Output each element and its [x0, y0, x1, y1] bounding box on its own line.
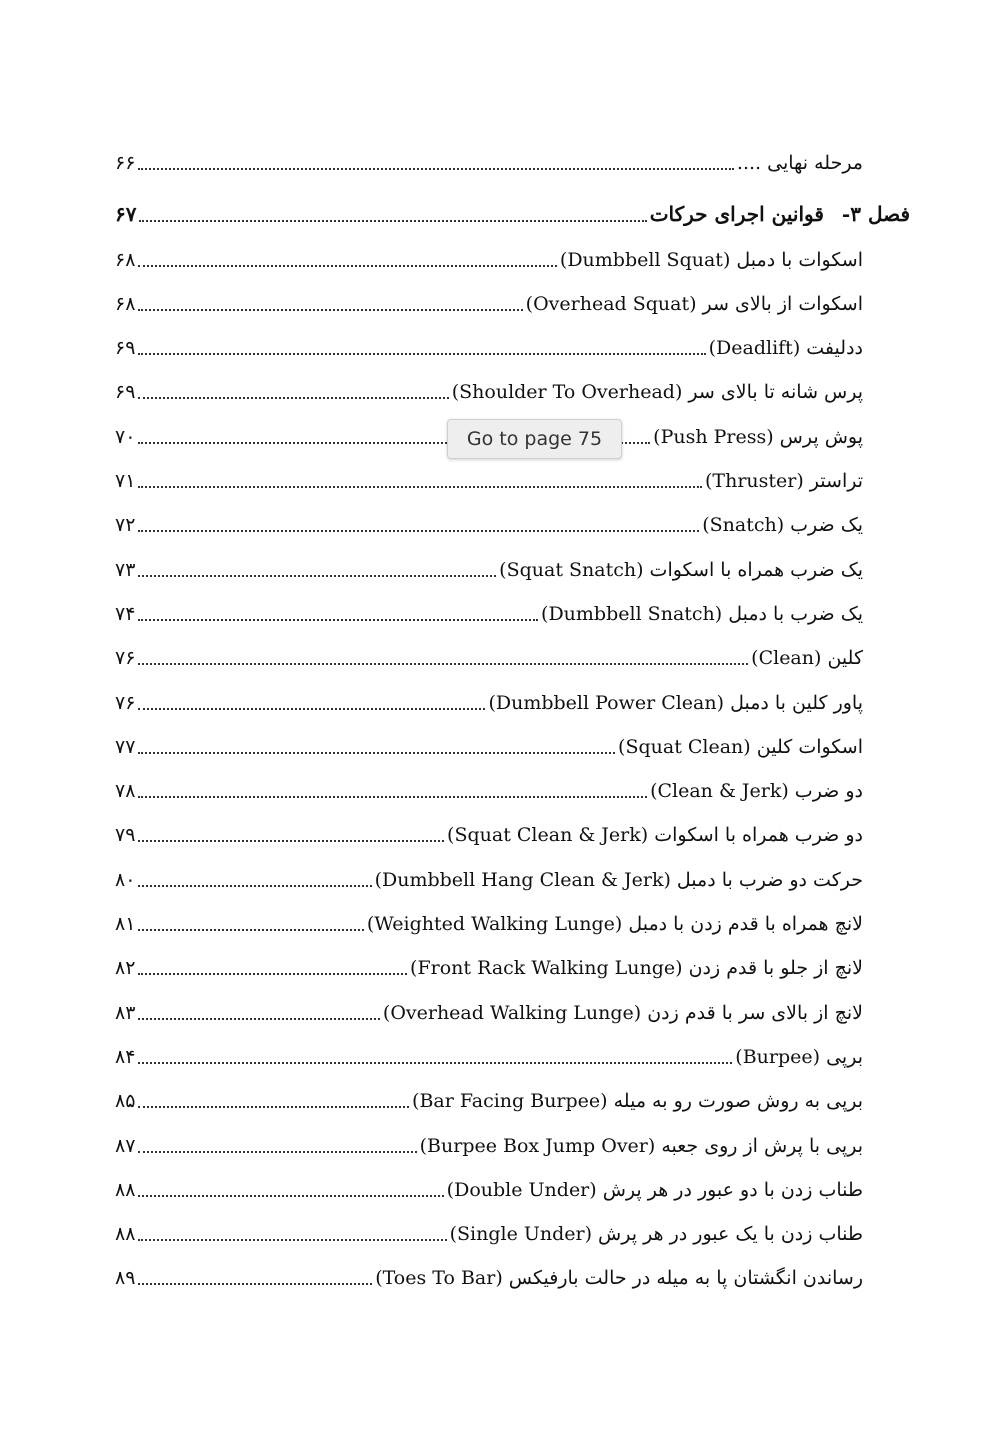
toc-entry-title: طناب زدن با یک عبور در هر پرش (Single Under) — [449, 1223, 863, 1246]
toc-entry[interactable] — [115, 1245, 863, 1289]
chapter-label: فصل ۳- — [841, 202, 910, 227]
toc-entry[interactable] — [115, 669, 863, 713]
toc-entry[interactable] — [115, 846, 863, 890]
toc-page-number: ۷۷ — [115, 735, 136, 758]
toc-entry-title: ددلیفت (Deadlift) — [708, 337, 863, 360]
leader-dots — [138, 308, 522, 311]
go-to-page-tooltip: Go to page 75 — [447, 419, 622, 459]
toc-entry-title: دو ضرب (Clean & Jerk) — [650, 780, 863, 803]
toc-entry[interactable] — [115, 714, 863, 758]
toc-entry-title: برپی با پرش از روی جعبه (Burpee Box Jump Over) — [419, 1134, 863, 1157]
leader-dots — [138, 529, 699, 532]
toc-page-number: ۸۳ — [115, 1001, 136, 1024]
leader-dots — [138, 574, 496, 577]
toc-chapter-heading[interactable] — [115, 174, 910, 226]
toc-entry[interactable] — [115, 492, 863, 536]
toc-entry[interactable] — [115, 758, 863, 802]
toc-entry[interactable] — [115, 315, 863, 359]
leader-dots — [138, 839, 444, 842]
toc-entry[interactable] — [115, 1024, 863, 1068]
leader-dots — [138, 884, 371, 887]
toc-page-number: ۷۰ — [115, 425, 136, 448]
toc-entry-title: حرکت دو ضرب با دمبل (Dumbbell Hang Clean & Jerk) — [374, 868, 863, 891]
leader-dots — [138, 1194, 443, 1197]
toc-entry-title: طناب زدن با دو عبور در هر پرش (Double Under) — [446, 1178, 863, 1201]
leader-dots — [138, 1150, 416, 1153]
toc-page-number: ۸۹ — [115, 1267, 136, 1290]
leader-dots — [138, 928, 363, 931]
toc-entry[interactable] — [115, 1201, 863, 1245]
leader-dots — [138, 1017, 379, 1020]
toc-entry[interactable] — [115, 802, 863, 846]
toc-page-number: ۶۶ — [115, 152, 136, 175]
toc-entry[interactable] — [115, 625, 863, 669]
toc-page-number: ۸۷ — [115, 1134, 136, 1157]
toc-page-number: ۷۸ — [115, 780, 136, 803]
leader-dots — [139, 219, 646, 222]
toc-entry-title: لانچ از جلو با قدم زدن (Front Rack Walking Lunge) — [410, 957, 863, 980]
toc-entry-title: پرس شانه تا بالای سر (Shoulder To Overhead) — [451, 381, 863, 404]
leader-dots — [138, 972, 407, 975]
toc-entry[interactable] — [115, 581, 863, 625]
leader-dots — [138, 1282, 372, 1285]
toc-page-number: ۸۱ — [115, 913, 136, 936]
toc-page-number: ۶۹ — [115, 381, 136, 404]
leader-dots — [138, 352, 705, 355]
toc-entry[interactable] — [115, 1068, 863, 1112]
toc-page-number: ۸۲ — [115, 957, 136, 980]
leader-dots — [138, 1061, 732, 1064]
toc-entry-title: دو ضرب همراه با اسکوات (Squat Clean & Jerk) — [447, 824, 863, 847]
toc-entry-title: لانچ همراه با قدم زدن با دمبل (Weighted Walking Lunge) — [366, 913, 863, 936]
toc-page-number: ۷۴ — [115, 602, 136, 625]
toc-page-number: ۶۷ — [115, 202, 137, 227]
toc-entry-title: پاور کلین با دمبل (Dumbbell Power Clean) — [488, 691, 863, 714]
toc-entry[interactable] — [115, 935, 863, 979]
toc-page-number: ۶۹ — [115, 337, 136, 360]
toc-page-number: ۸۸ — [115, 1178, 136, 1201]
toc-page-number: ۶۸ — [115, 248, 136, 271]
toc-entry-title: تراستر (Thruster) — [704, 470, 863, 493]
toc-entry[interactable] — [115, 979, 863, 1023]
toc-entry[interactable] — [115, 271, 863, 315]
leader-dots — [138, 1238, 446, 1241]
table-of-contents — [115, 130, 910, 1290]
toc-entry-title: اسکوات کلین (Squat Clean) — [618, 735, 863, 758]
toc-entry-title: اسکوات با دمبل (Dumbbell Squat) — [559, 248, 863, 271]
toc-entry[interactable] — [115, 891, 863, 935]
leader-dots — [138, 1105, 409, 1108]
toc-entry-title: پوش پرس (Push Press) — [653, 425, 863, 448]
leader-dots — [138, 485, 702, 488]
toc-entry-title: یک ضرب با دمبل (Dumbbell Snatch) — [541, 602, 863, 625]
toc-entry[interactable] — [115, 536, 863, 580]
toc-entry-title: رساندن انگشتان پا به میله در حالت بارفیکس (Toes To Bar) — [375, 1267, 863, 1290]
toc-entry-title: برپی (Burpee) — [735, 1045, 863, 1068]
toc-page-number: ۸۴ — [115, 1045, 136, 1068]
toc-entry[interactable] — [115, 1157, 863, 1201]
leader-dots — [138, 396, 448, 399]
toc-page-number: ۷۶ — [115, 691, 136, 714]
toc-entry-title: قوانین اجرای حرکات — [649, 202, 824, 227]
toc-page-number: ۶۸ — [115, 292, 136, 315]
toc-entry-title: مرحله نهایی .... — [736, 152, 863, 175]
toc-entry-title: یک ضرب همراه با اسکوات (Squat Snatch) — [499, 558, 863, 581]
toc-entry-title: کلین (Clean) — [751, 647, 863, 670]
leader-dots — [138, 751, 615, 754]
toc-page-number: ۸۰ — [115, 868, 136, 891]
toc-page-number: ۷۲ — [115, 514, 136, 537]
toc-entry-title: اسکوات از بالای سر (Overhead Squat) — [525, 292, 863, 315]
leader-dots — [138, 795, 647, 798]
toc-entry-title: یک ضرب (Snatch) — [702, 514, 863, 537]
toc-entry[interactable] — [115, 359, 863, 403]
toc-entry[interactable] — [115, 226, 863, 270]
toc-entry[interactable] — [115, 1112, 863, 1156]
toc-page-number: ۸۸ — [115, 1223, 136, 1246]
toc-entry[interactable] — [115, 130, 863, 174]
toc-page-number: ۷۹ — [115, 824, 136, 847]
leader-dots — [138, 264, 556, 267]
leader-dots — [138, 618, 538, 621]
toc-page-number: ۷۶ — [115, 647, 136, 670]
toc-page-number: ۷۳ — [115, 558, 136, 581]
toc-entry-title: برپی به روش صورت رو به میله (Bar Facing Burpee) — [412, 1090, 863, 1113]
leader-dots — [138, 662, 748, 665]
leader-dots — [138, 167, 733, 170]
toc-entry-title: لانچ از بالای سر با قدم زدن (Overhead Walking Lunge) — [382, 1001, 863, 1024]
leader-dots — [138, 707, 485, 710]
toc-page-number: ۸۵ — [115, 1090, 136, 1113]
toc-page-number: ۷۱ — [115, 470, 136, 493]
